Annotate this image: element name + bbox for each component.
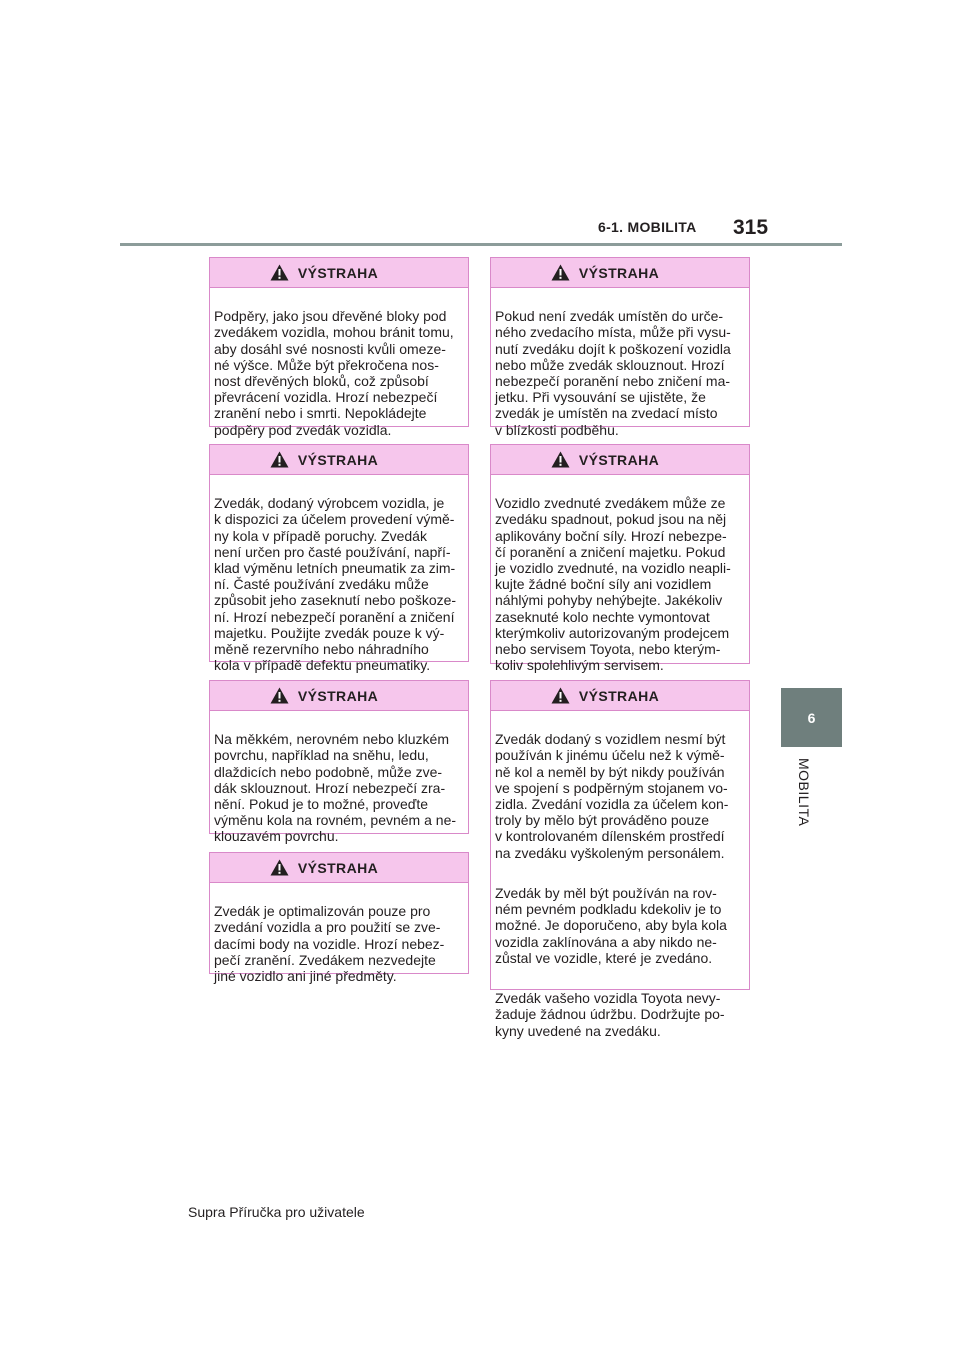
warning-triangle-icon [270, 451, 289, 468]
footer-title: Supra Příručka pro uživatele [188, 1204, 365, 1220]
warning-triangle-icon [551, 687, 570, 704]
chapter-label: MOBILITA [796, 758, 812, 827]
warning-header [491, 445, 749, 475]
warning-paragraph: Zvedák, dodaný výrobcem vozidla, je k dispozici za účelem provedení výmě- ny kola v případě poruchy. Zvedák není určen pro časté používání, napří- klad výměnu letních pneumatik za zim- ní. Časté používání zvedáku může způsobit jeho zaseknutí nebo poškoze- ní. Hrozí nebezpečí poranění a zničení majetku. Použijte zvedák pouze k vý- měně rezervního nebo náhradního kola v případě defektu pneumatiky. [214, 495, 457, 674]
warning-title: VÝSTRAHA [578, 687, 660, 704]
warning-text [210, 475, 468, 696]
warning-header [491, 681, 749, 711]
warning-triangle-icon [551, 264, 570, 281]
warning-box [209, 680, 469, 845]
warning-paragraph: Zvedák vašeho vozidla Toyota nevy- žaduje žádnou údržbu. Dodržujte po- kyny uvedené na zvedáku. [495, 990, 725, 1039]
warning-box [209, 444, 469, 674]
warning-header [491, 258, 749, 288]
warning-paragraph: Podpěry, jako jsou dřevěné bloky pod zvedákem vozidla, mohou bránit tomu, aby dosáhl své nosnosti kvůli omeze- né výšce. Může být překročena nos- nost dřevěných bloků, což způsobí převrácení vozidla. Hrozí nebezpečí zranění nebo i smrti. Nepokládejte podpěry pod zvedák vozidla. [214, 308, 454, 438]
warning-header [210, 445, 468, 475]
warning-triangle-icon [270, 687, 289, 704]
warning-text [210, 883, 468, 1006]
header-divider [120, 243, 842, 246]
warning-title: VÝSTRAHA [578, 451, 660, 468]
warning-paragraph: Pokud není zvedák umístěn do urče- ného zvedacího místa, může při vysu- nutí zvedáku dojít k poškození vozidla nebo může zvedák sklouznout. Hrozí nebezpečí poranění nebo zničení ma- jetku. Při vysouvání se ujistěte, že zvedák je umístěn na zvedací místo v blízkosti podběhu. [495, 308, 731, 438]
warning-header [210, 853, 468, 883]
warning-box [490, 680, 750, 1039]
warning-triangle-icon [270, 264, 289, 281]
warning-text [491, 475, 749, 696]
warning-box [490, 257, 750, 438]
warning-paragraph: Zvedák je optimalizován pouze pro zvedání vozidla a pro použití se zve- dacími body na vozidle. Hrozí nebez- pečí zranění. Zvedákem nezvedejte jiné vozidlo ani jiné předměty. [214, 903, 445, 985]
warning-title: VÝSTRAHA [297, 687, 379, 704]
warning-title: VÝSTRAHA [297, 264, 379, 281]
warning-header [210, 258, 468, 288]
chapter-tab [781, 688, 842, 747]
warning-text [491, 711, 749, 1061]
warning-box [490, 444, 750, 674]
warning-text [491, 288, 749, 460]
chapter-number: 6 [807, 709, 816, 726]
warning-box [209, 852, 469, 985]
warning-triangle-icon [551, 451, 570, 468]
warning-paragraph: Na měkkém, nerovném nebo kluzkém povrchu, například na sněhu, ledu, dlaždicích nebo podobně, může zve- dák sklouznout. Hrozí nebezpečí zra- nění. Pokud je to možné, proveďte výměnu kola na rovném, pevném a ne- klouzavém povrchu. [214, 731, 457, 845]
warning-title: VÝSTRAHA [297, 451, 379, 468]
warning-header [210, 681, 468, 711]
warning-triangle-icon [270, 859, 289, 876]
warning-title: VÝSTRAHA [578, 264, 660, 281]
page-number: 315 [733, 216, 769, 239]
warning-text [210, 288, 468, 460]
warning-text [210, 711, 468, 867]
warning-paragraph: Vozidlo zvednuté zvedákem může ze zvedáku spadnout, pokud jsou na něj aplikovány boční síly. Hrozí nebezpe- čí poranění a zničení majetku. Pokud je vozidlo zvednuté, na vozidlo neapli- kujte žádné boční síly ani vozidlem náhlými pohyby nehýbejte. Jakékoliv zaseknuté kolo nechte vymontovat kterýmkoliv autorizovaným prodejcem nebo servisem Toyota, nebo kterým- koliv spolehlivým servisem. [495, 495, 731, 674]
section-title: 6-1. MOBILITA [598, 219, 697, 235]
warning-box [209, 257, 469, 438]
warning-paragraph: Zvedák dodaný s vozidlem nesmí být používán k jinému účelu než k výmě- ně kol a neměl by být nikdy používán ve spojení s podpěrným stojanem vo- zidla. Zvedání vozidla za účelem kon- troly by mělo být prováděno pouze v kontrolovaném dílenském prostředí na zvedáku vyškoleným personálem. [495, 731, 729, 861]
warning-title: VÝSTRAHA [297, 859, 379, 876]
warning-paragraph: Zvedák by měl být používán na rov- ném pevném podkladu kdekoliv je to možné. Je doporučeno, aby byla kola vozidla zaklínována a aby nikdo ne- zůstal ve vozidle, které je zvedáno. [495, 885, 727, 966]
